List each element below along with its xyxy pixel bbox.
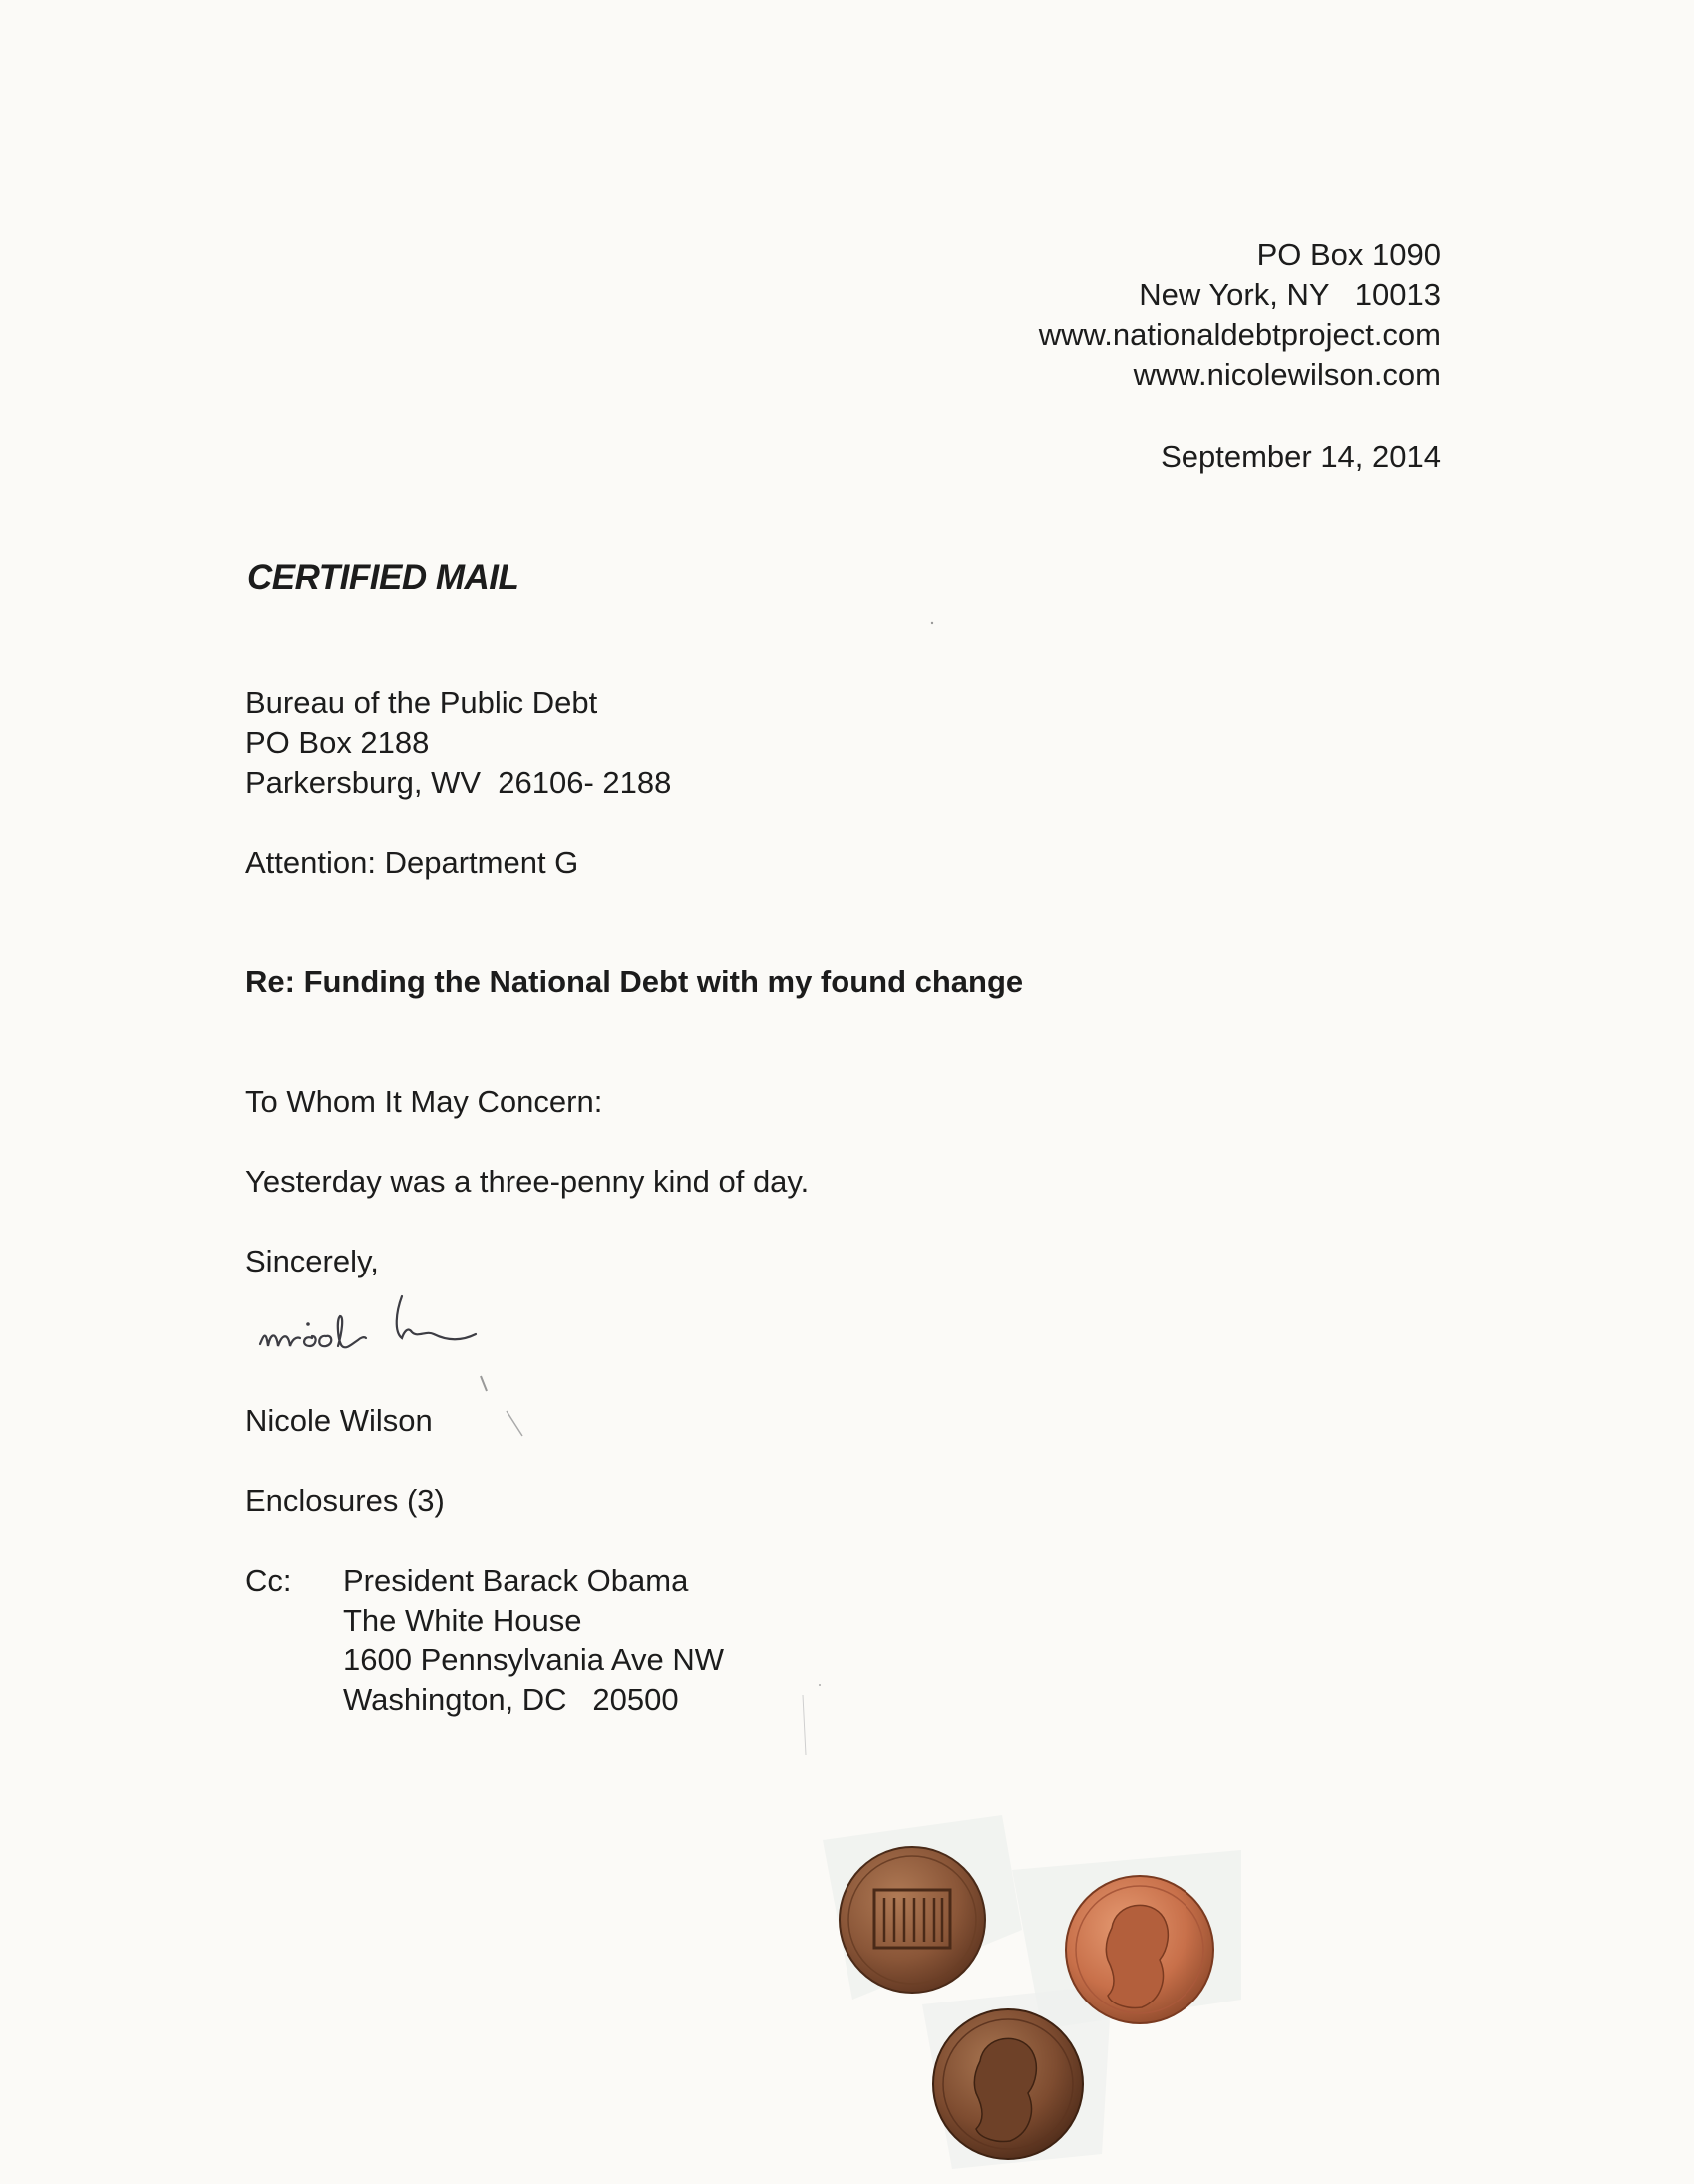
sender-address [1039, 235, 1441, 395]
enclosures-note: Enclosures (3) [245, 1483, 445, 1518]
penny-obverse-1970s-icon [933, 2009, 1083, 2159]
cc-line: Washington, DC 20500 [343, 1682, 679, 1717]
cc-line: 1600 Pennsylvania Ave NW [343, 1642, 724, 1677]
cc-line: The White House [343, 1603, 582, 1638]
cc-recipient [343, 1561, 724, 1720]
cc-line: President Barack Obama [343, 1563, 689, 1598]
recipient-line: Bureau of the Public Debt [245, 685, 598, 720]
sender-address-line: New York, NY 10013 [1139, 277, 1441, 312]
penny-reverse-icon [840, 1847, 985, 1993]
sender-address-line: PO Box 1090 [1256, 237, 1441, 272]
penny-obverse-2014-icon [1066, 1876, 1213, 2023]
sender-website-line: www.nicolewilson.com [1133, 357, 1441, 392]
letter-date: September 14, 2014 [1161, 439, 1441, 474]
signer-name: Nicole Wilson [245, 1403, 433, 1438]
salutation: To Whom It May Concern: [245, 1084, 603, 1119]
attention-line: Attention: Department G [245, 845, 579, 880]
closing: Sincerely, [245, 1244, 379, 1278]
recipient-address [245, 683, 671, 803]
subject-line: Re: Funding the National Debt with my found change [245, 964, 1024, 999]
cc-label: Cc: [245, 1563, 292, 1598]
sender-website-line: www.nationaldebtproject.com [1038, 317, 1441, 352]
handwritten-signature [254, 1276, 573, 1386]
letter-body: Yesterday was a three-penny kind of day. [245, 1164, 810, 1199]
certified-mail-heading: CERTIFIED MAIL [247, 558, 519, 597]
taped-pennies [813, 1810, 1251, 2179]
recipient-line: Parkersburg, WV 26106- 2188 [245, 765, 672, 800]
recipient-line: PO Box 2188 [245, 725, 430, 760]
